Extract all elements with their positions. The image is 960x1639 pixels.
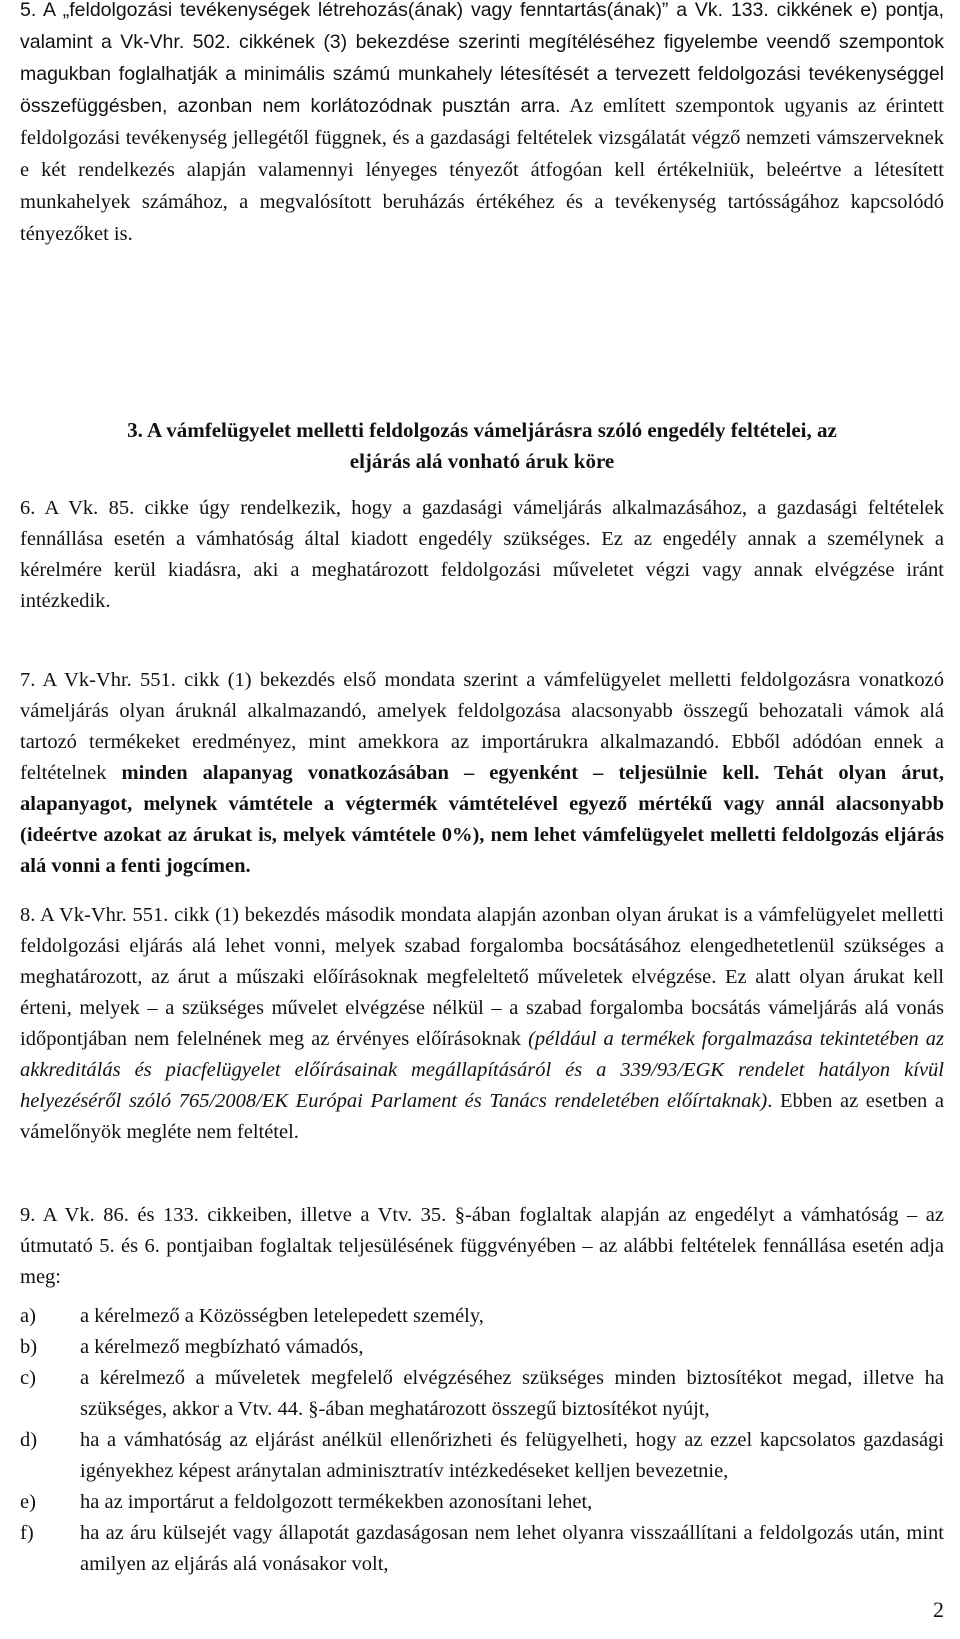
section-3-heading-line-2: eljárás alá vonható áruk köre: [349, 449, 615, 473]
list-item: [20, 1518, 944, 1580]
paragraph-8-part-a: 8. A Vk-Vhr. 551. cikk (1) bekezdés második mondata alapján azonban olyan árukat is a vámfelügyelet melletti feldolgozási eljárás alá lehet vonni, melyek szabad forgalomba bocsátásához elengedhetetlenül szükséges a meghatározott, az árut a műszaki előírásoknak megfeleltető műveletek elvégzése. Ez alatt olyan árukat kell érteni, melyek – a szükséges művelet elvégzése nélkül – a szabad forgalomba bocsátás vámeljárás alá vonás időpontjában nem felelnének meg az érvényes előírásoknak: [20, 904, 944, 1050]
conditions-list: [20, 1301, 944, 1580]
list-item-text: ha az importárut a feldolgozott termékekben azonosítani lehet,: [80, 1491, 593, 1513]
list-item: [20, 1425, 944, 1487]
list-item-text: ha az áru külsejét vagy állapotát gazdaságosan nem lehet olyanra visszaállítani a feldolgozás után, mint amilyen az eljárás alá vonásakor volt,: [80, 1522, 944, 1575]
paragraph-5-part-a: 5. A „feldolgozási tevékenységek létrehozás(ának) vagy fenntartás(ának)” a Vk. 133. cikkének e) pontja, valamint a Vk-Vhr. 502. cikkének (3) bekezdése szerinti megítéléséhez figyelembe veendő szempontok magukban foglalhatják a minimális számú munkahely létesítését a tervezett feldolgozási tevékenységgel összefüggésben, azonban nem korlátozódnak pusztán arra.: [20, 0, 944, 117]
paragraph-7: [20, 665, 944, 882]
paragraph-6: 6. A Vk. 85. cikke úgy rendelkezik, hogy a gazdasági vámeljárás alkalmazásához, a gazdasági feltételek fennállása esetén a vámhatóság által kiadott engedély szükséges. Ez az engedély annak a személynek a kérelmére kerül kiadásra, aki a meghatározott feldolgozási műveletet végzi vagy annak elvégzése iránt intézkedik.: [20, 497, 944, 612]
list-marker: c): [20, 1367, 36, 1389]
list-marker: d): [20, 1429, 38, 1451]
paragraph-8-italic-citation: (például a termékek forgalmazása tekintetében az akkreditálás és piacfelügyelet előírásainak megállapításáról és a 339/93/EGK rendelet hatályon kívül helyezéséről szóló 765/2008/EK Európai Parlament és Tanács rendeletében előírtaknak): [20, 1028, 944, 1112]
list-item: [20, 1487, 944, 1518]
list-item: [20, 1301, 944, 1332]
page-number: 2: [933, 1597, 944, 1622]
list-item-text: a kérelmező a műveletek megfelelő elvégzéséhez szükséges minden biztosítékot megad, illetve ha szükséges, akkor a Vtv. 44. §-ában meghatározott összegű biztosítékot nyújt,: [80, 1367, 944, 1420]
paragraph-8-part-c: . Ebben az esetben a vámelőnyök megléte nem feltétel.: [20, 1090, 945, 1143]
list-marker: f): [20, 1522, 34, 1544]
list-item-text: ha a vámhatóság az eljárást anélkül ellenőrizheti és felügyelheti, hogy az ezzel kapcsolatos gazdasági igényekhez képest aránytalan adminisztratív intézkedéseket kelljen bevezetnie,: [80, 1429, 944, 1482]
section-3-heading-line-1: 3. A vámfelügyelet melletti feldolgozás vámeljárásra szóló engedély feltételei, az: [127, 418, 837, 442]
paragraph-8: [20, 900, 944, 1148]
paragraph-5: [20, 0, 944, 250]
list-marker: a): [20, 1305, 36, 1327]
list-item: [20, 1332, 944, 1363]
section-3-heading: [20, 415, 944, 477]
list-marker: b): [20, 1336, 38, 1358]
list-item: [20, 1363, 944, 1425]
paragraph-7-part-a: 7. A Vk-Vhr. 551. cikk (1) bekezdés első mondata szerint a vámfelügyelet melletti feldolgozásra vonatkozó vámeljárás olyan áruknál alkalmazandó, amelyek feldolgozása alacsonyabb összegű behozatali vámok alá tartozó termékeket eredményez, mint amekkora az importárukra alkalmazandó. Ebből adódóan ennek a feltételnek: [20, 669, 944, 784]
paragraph-9: 9. A Vk. 86. és 133. cikkeiben, illetve a Vtv. 35. §-ában foglaltak alapján az engedélyt a vámhatóság – az útmutató 5. és 6. pontjaiban foglaltak teljesülésének függvényében – az alábbi feltételek fennállása esetén adja meg:: [20, 1204, 944, 1288]
list-item-text: a kérelmező a Közösségben letelepedett személy,: [80, 1305, 484, 1327]
paragraph-5-part-b: Az említett szempontok ugyanis az érintett feldolgozási tevékenység jellegétől függnek, és a gazdasági feltételek vizsgálatát végző nemzeti vámszerveknek e két rendelkezés alapján valamennyi lényeges tényezőt átfogóan kell értékelniük, beleértve a létesített munkahelyek számához, a megvalósított beruházás értékéhez és a tevékenység tartósságához kapcsolódó tényezőket is.: [20, 95, 944, 245]
paragraph-7-bold-emphasis: minden alapanyag vonatkozásában – egyenként – teljesülnie kell. Tehát olyan árut, alapanyagot, melynek vámtétele a végtermék vámtételével egyező mértékű vagy annál alacsonyabb (ideértve azokat az árukat is, melyek vámtétele 0%), nem lehet vámfelügyelet melletti feldolgozás eljárás alá vonni a fenti jogcímen.: [20, 762, 944, 877]
list-marker: e): [20, 1491, 36, 1513]
list-item-text: a kérelmező megbízható vámadós,: [80, 1336, 364, 1358]
